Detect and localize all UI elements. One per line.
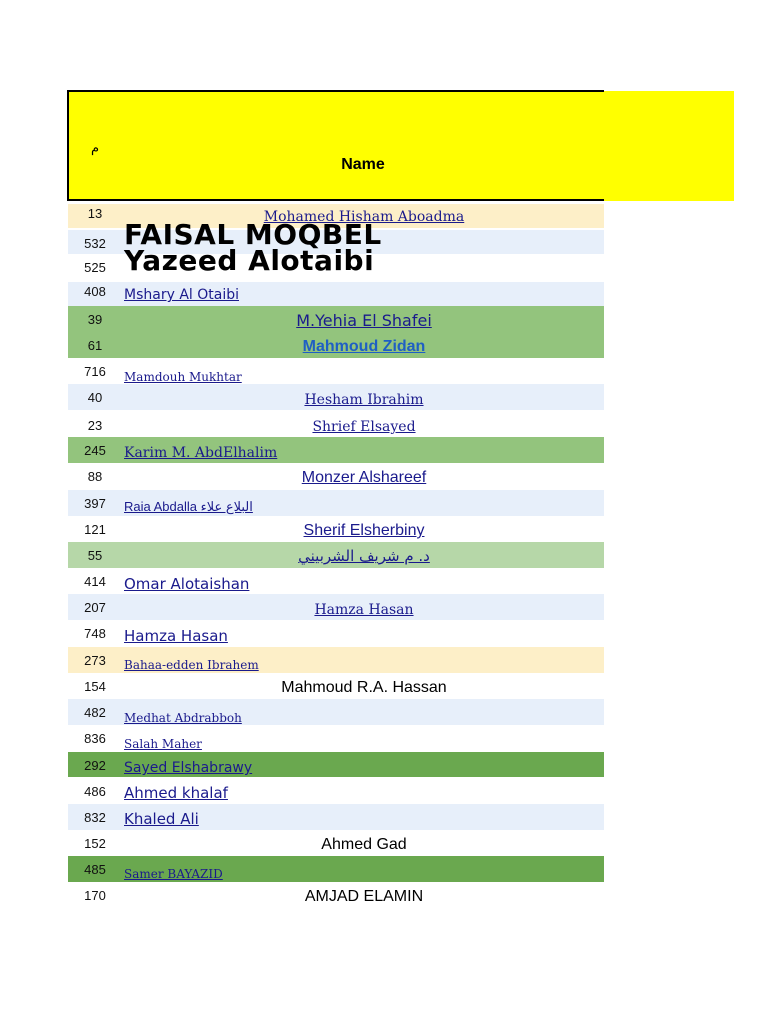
name-link[interactable]: Hesham Ibrahim	[304, 392, 424, 408]
name-link[interactable]: Ahmed khalaf	[124, 784, 228, 802]
table-row	[68, 542, 604, 568]
name-link[interactable]: Mahmoud Zidan	[302, 338, 426, 355]
table-row	[68, 463, 604, 489]
row-number: 716	[84, 364, 106, 379]
row-number: 13	[87, 206, 103, 221]
name-link[interactable]: Raia Abdalla البلاع علاء	[124, 499, 253, 514]
table-row	[68, 882, 604, 908]
row-number: 170	[84, 888, 106, 903]
table-row	[68, 516, 604, 542]
table-row	[68, 725, 604, 751]
name-link[interactable]: Hamza Hasan	[314, 602, 414, 618]
table-row	[68, 437, 604, 463]
name-link[interactable]: Medhat Abdrabboh	[124, 711, 242, 725]
table-row	[68, 282, 604, 308]
name-text: Ahmed Gad	[321, 836, 407, 853]
row-number: 245	[84, 443, 106, 458]
name-link[interactable]: Bahaa-edden Ibrahem	[124, 658, 259, 672]
row-number: 207	[84, 600, 106, 615]
row-number: 832	[84, 810, 106, 825]
name-link[interactable]: Omar Alotaishan	[124, 575, 250, 593]
name-link[interactable]: د. م شريف الشربيني	[298, 547, 430, 565]
table-row	[68, 410, 604, 436]
table-row	[68, 568, 604, 594]
table-row	[68, 752, 604, 777]
name-text: Mahmoud R.A. Hassan	[281, 679, 447, 696]
column-header-index: م	[90, 140, 100, 155]
name-link[interactable]: Samer BAYAZID	[124, 867, 223, 881]
row-number: 23	[87, 418, 103, 433]
name-link[interactable]: M.Yehia El Shafei	[296, 311, 432, 330]
row-number: 525	[84, 260, 106, 275]
name-link[interactable]: Mohamed Hisham Aboadma	[263, 209, 465, 225]
name-link[interactable]: Sherif Elsherbiny	[303, 522, 425, 539]
row-number: 397	[84, 496, 106, 511]
row-number: 836	[84, 731, 106, 746]
name-link[interactable]: Hamza Hasan	[124, 627, 228, 645]
row-number: 292	[84, 758, 106, 773]
row-number: 88	[87, 469, 103, 484]
name-link[interactable]: Sayed Elshabrawy	[124, 760, 253, 776]
name-link[interactable]: Mamdouh Mukhtar	[124, 370, 242, 384]
row-number: 61	[87, 338, 103, 353]
name-link[interactable]: Mshary Al Otaibi	[124, 287, 239, 303]
name-text: FAISAL MOQBEL	[124, 218, 382, 251]
header-border	[67, 90, 604, 201]
row-number: 532	[84, 236, 106, 251]
table-row	[68, 332, 604, 358]
row-number: 408	[84, 284, 106, 299]
table-row	[68, 699, 604, 725]
table-row	[68, 384, 604, 410]
row-number: 39	[87, 312, 103, 327]
table-row	[68, 830, 604, 856]
table-row	[68, 620, 604, 646]
table-row	[68, 490, 604, 516]
row-number: 486	[84, 784, 106, 799]
row-number: 55	[87, 548, 103, 563]
row-number: 40	[87, 390, 103, 405]
table-row	[68, 647, 604, 673]
table-row	[68, 778, 604, 804]
table-row	[68, 673, 604, 699]
name-link[interactable]: Shrief Elsayed	[312, 419, 416, 435]
row-number: 482	[84, 705, 106, 720]
name-link[interactable]: Khaled Ali	[124, 810, 199, 828]
row-number: 154	[84, 679, 106, 694]
row-number: 152	[84, 836, 106, 851]
table-row	[68, 856, 604, 882]
table-row	[68, 306, 604, 332]
name-link[interactable]: Salah Maher	[124, 737, 202, 751]
row-number: 121	[84, 522, 106, 537]
name-link[interactable]: Karim M. AbdElhalim	[124, 445, 278, 461]
name-link[interactable]: Monzer Alshareef	[301, 469, 427, 486]
row-number: 273	[84, 653, 106, 668]
name-text: Yazeed Alotaibi	[124, 244, 375, 277]
table-row	[68, 358, 604, 384]
row-number: 748	[84, 626, 106, 641]
table-row	[68, 594, 604, 620]
column-header-name: Name	[341, 156, 385, 173]
row-number: 485	[84, 862, 106, 877]
row-number: 414	[84, 574, 106, 589]
table-row	[68, 804, 604, 830]
name-text: AMJAD ELAMIN	[304, 888, 424, 905]
